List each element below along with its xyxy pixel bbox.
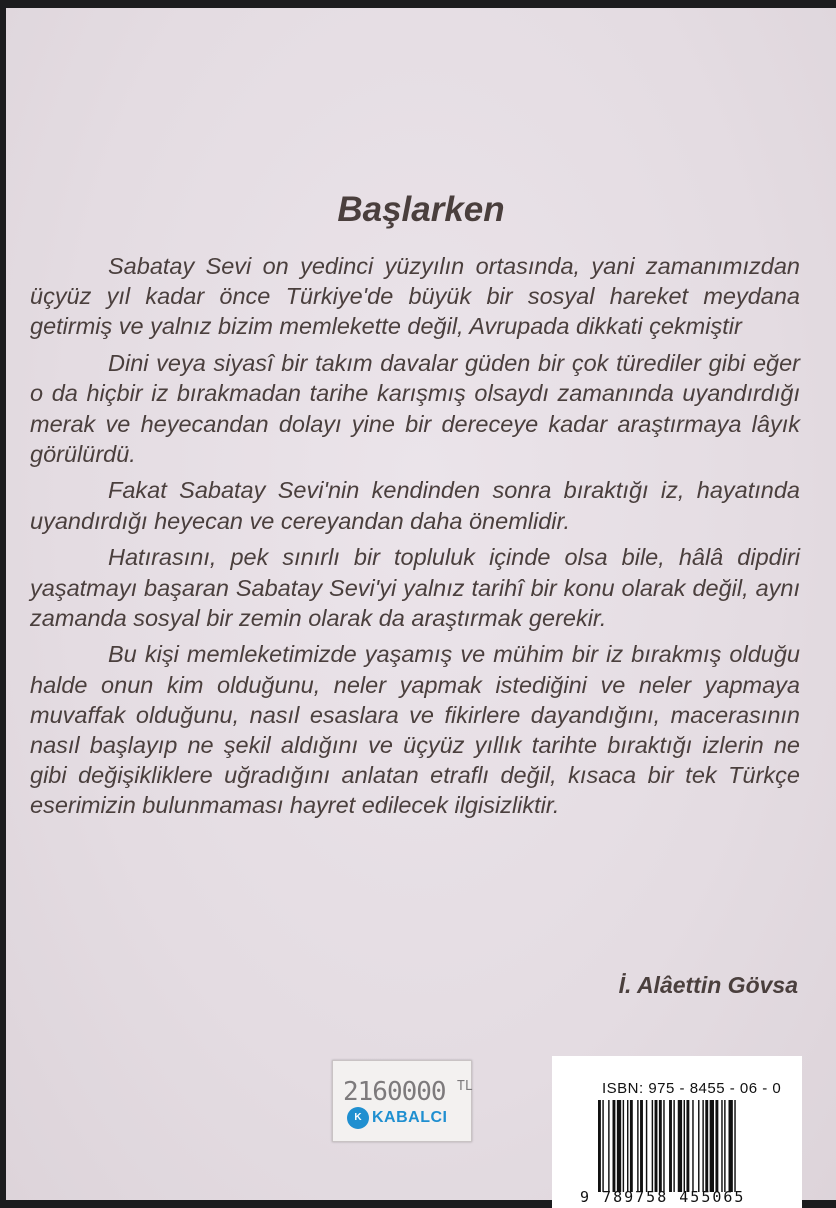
paragraph: Sabatay Sevi on yedinci yüzyılın ortasında, yani zamanımızdan üçyüz yıl kadar önce Türkiye'de büyük bir sosyal hareket meydana getirmiş ve yalnız bizim memlekette değil, Avrupada dikkati çekmiştir: [30, 253, 800, 340]
barcode-digits: 9 789758 455065: [580, 1188, 746, 1206]
body-text: [30, 251, 800, 827]
store-name: KABALCI: [372, 1109, 448, 1126]
page-title: Başlarken: [337, 190, 505, 229]
isbn-box: [552, 1056, 802, 1208]
paragraph: Dini veya siyasî bir takım davalar güden bir çok türediler gibi eğer o da hiçbir iz bırakmadan tarihe karışmış olsaydı zamanında uyandırdığı merak ve heyecandan dolayı yine bir dereceye kadar araştırmaya lâyık görülürdü.: [30, 350, 800, 467]
paragraph: Hatırasını, pek sınırlı bir topluluk içinde olsa bile, hâlâ dipdiri yaşatmayı başaran Sabatay Sevi'yi yalnız tarihî bir konu olarak değil, aynı zamanda sosyal bir zemin olarak da araştırmak gerekir.: [30, 544, 800, 631]
price-unit: TL: [457, 1079, 473, 1094]
author-signature: İ. Alâettin Gövsa: [618, 972, 798, 998]
store-logo: [347, 1107, 448, 1129]
back-cover: [6, 8, 836, 1206]
paragraph: Bu kişi memleketimizde yaşamış ve mühim bir iz bırakmış olduğu halde onun kim olduğunu, neler yapmak istediğini ve neler yapmaya muvaffak olduğunu, nasıl esaslara ve fikirlere dayandığını, macerasının nasıl başlayıp ne şekil aldığını ve üçyüz yıllık tarihte bıraktığı izlerin ne gibi değişikliklere uğradığını anlatan etraflı değil, kısaca bir tek Türkçe eserimizin bulunmaması hayret edilecek ilgisizliktir.: [30, 641, 800, 819]
price-sticker: [332, 1060, 472, 1142]
isbn-label: ISBN: 975 - 8455 - 06 - 0: [602, 1080, 782, 1097]
store-logo-icon: K: [347, 1107, 369, 1129]
paragraph: Fakat Sabatay Sevi'nin kendinden sonra bıraktığı iz, hayatında uyandırdığı heyecan ve cereyandan daha önemlidir.: [30, 477, 800, 534]
barcode-icon: [598, 1100, 774, 1192]
price-value: 2160000: [343, 1077, 446, 1107]
